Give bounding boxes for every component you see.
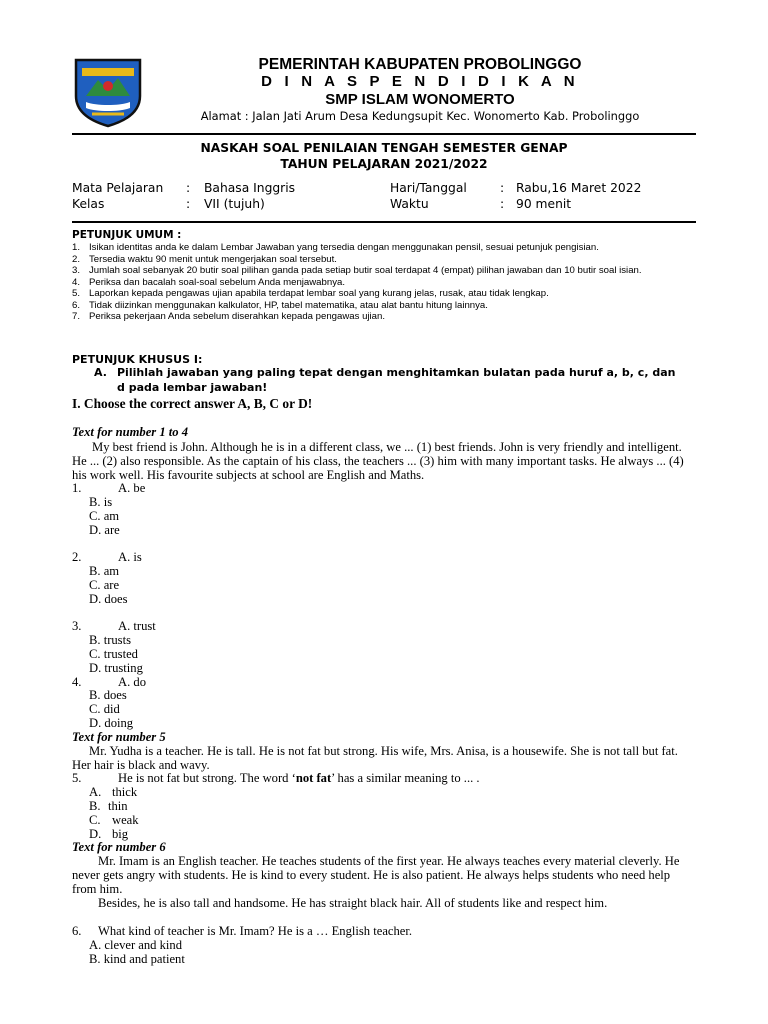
meta-colon: : <box>186 197 191 211</box>
instruction-item: 2. Tersedia waktu 90 menit untuk mengerjakan soal tersebut. <box>72 253 337 265</box>
subject-value: Bahasa Inggris <box>204 181 296 195</box>
q4-option-b: B. does <box>89 688 127 702</box>
q1-option-a: A. be <box>118 481 146 495</box>
general-instructions-list <box>72 242 700 323</box>
text-label-5: Text for number 5 <box>72 730 166 744</box>
header-address: Alamat : Jalan Jati Arum Desa Kedungsupit Kec. Wonomerto Kab. Probolinggo <box>200 109 640 123</box>
reading-text-6-paragraph-1: Mr. Imam is an English teacher. He teaches students of the first year. He always teaches every material cleverly. He never gets angry with students. He is kind to every student. He is also patient. He always helps students who need help from him. <box>72 854 680 896</box>
day-label: Hari/Tanggal <box>390 181 467 195</box>
meta-divider <box>72 221 696 223</box>
instruction-item: 3. Jumlah soal sebanyak 20 butir soal pilihan ganda pada setiap butir soal terdapat 4 (empat) pilihan jawaban dan 10 butir soal isian. <box>72 265 642 276</box>
time-label: Waktu <box>390 197 429 211</box>
q5-option-d: big <box>112 827 129 841</box>
q6-option-b: B. kind and patient <box>89 952 185 966</box>
q1-option-c: C. am <box>89 509 120 523</box>
q2-option-a: A. is <box>118 550 142 564</box>
day-value: Rabu,16 Maret 2022 <box>516 181 642 195</box>
q5-stem: He is not fat but strong. The word ‘not fat’ has a similar meaning to ... . <box>118 771 480 785</box>
q1-option-b: B. is <box>89 495 113 509</box>
instruction-item: 1. Isikan identitas anda ke dalam Lembar Jawaban yang tersedia dengan menggunakan pensil, sesuai petunjuk pengisian. <box>72 242 599 253</box>
meta-colon: : <box>500 197 505 211</box>
q5-option-c: weak <box>112 813 139 827</box>
exam-title: NASKAH SOAL PENILAIAN TENGAH SEMESTER GENAP <box>200 141 568 155</box>
meta-colon: : <box>500 181 505 195</box>
exam-year: TAHUN PELAJARAN 2021/2022 <box>280 157 488 171</box>
q5-option-d-letter: D. <box>89 827 102 841</box>
instruction-item: 5. Laporkan kepada pengawas ujian apabila terdapat lembar soal yang kurang jelas, rusak, atau tidak lengkap. <box>72 288 549 299</box>
q1-option-d: D. are <box>89 523 120 537</box>
q3-option-b: B. trusts <box>89 633 131 647</box>
q2-option-c: C. are <box>89 578 120 592</box>
reading-text-5: Mr. Yudha is a teacher. He is tall. He is not fat but strong. His wife, Mrs. Anisa, is a housewife. She is not tall but fat. Her hair is black and wavy. <box>72 744 678 772</box>
q4-option-c: C. did <box>89 702 120 716</box>
general-instructions-heading: PETUNJUK UMUM : <box>72 229 182 241</box>
reading-text-6-paragraph-2: Besides, he is also tall and handsome. He has straight black hair. All of students like and respect him. <box>98 896 608 910</box>
subject-label: Mata Pelajaran <box>72 181 164 195</box>
text-label-6: Text for number 6 <box>72 840 166 854</box>
class-value: VII (tujuh) <box>204 197 265 211</box>
time-value: 90 menit <box>516 197 572 211</box>
header-divider <box>72 133 696 135</box>
q3-option-a: A. trust <box>118 619 156 633</box>
instruction-item: 6. Tidak diizinkan menggunakan kalkulator, HP, tabel matematika, atau alat bantu hitung lainnya. <box>72 299 488 311</box>
class-label: Kelas <box>72 197 105 211</box>
specific-instructions-heading: PETUNJUK KHUSUS I: <box>72 353 203 366</box>
q5-option-a: thick <box>112 785 138 799</box>
section-heading: I. Choose the correct answer A, B, C or D! <box>72 396 313 411</box>
reading-text-1: My best friend is John. Although he is in a different class, we ... (1) best friends. John is very friendly and intelligent. He ... (2) also responsible. As the captain of his class, the teachers ... (3) him with many important tasks. He always ... (4) his work well. His favourite subjects at school are English and Maths. <box>72 440 684 482</box>
q6-option-a: A. clever and kind <box>89 938 183 952</box>
text-label-1-4: Text for number 1 to 4 <box>72 425 189 439</box>
header-department: D I N A S P E N D I D I K A N <box>261 73 579 90</box>
question-number-5: 5. <box>72 771 82 785</box>
question-number-4: 4. <box>72 675 82 689</box>
instruction-item: 7. Periksa pekerjaan Anda sebelum diserahkan kepada pengawas ujian. <box>72 311 386 322</box>
question-number-6: 6. <box>72 924 82 938</box>
question-number-1: 1. <box>72 481 82 495</box>
q5-option-a-letter: A. <box>89 785 102 799</box>
q2-option-b: B. am <box>89 564 120 578</box>
question-number-2: 2. <box>72 550 82 564</box>
instruction-item: 4. Periksa dan bacalah soal-soal sebelum Anda menjawabnya. <box>72 276 345 288</box>
q4-option-a: A. do <box>118 675 146 689</box>
district-emblem-logo <box>72 56 144 128</box>
q6-stem: What kind of teacher is Mr. Imam? He is a … English teacher. <box>98 924 413 938</box>
specific-instruction-a: A. Pilihlah jawaban yang paling tepat dengan menghitamkan bulatan pada huruf a, b, c, dan d pada lembar jawaban! <box>94 366 676 394</box>
q4-option-d: D. doing <box>89 716 134 730</box>
q5-option-c-letter: C. <box>89 813 101 827</box>
meta-colon: : <box>186 181 191 195</box>
question-number-3: 3. <box>72 619 82 633</box>
header-school-name: SMP ISLAM WONOMERTO <box>325 91 515 108</box>
q5-option-b-letter: B. <box>89 799 101 813</box>
q3-option-c: C. trusted <box>89 647 138 661</box>
header-government: PEMERINTAH KABUPATEN PROBOLINGGO <box>258 56 582 73</box>
q2-option-d: D. does <box>89 592 128 606</box>
q3-option-d: D. trusting <box>89 661 143 675</box>
q5-option-b: thin <box>108 799 128 813</box>
